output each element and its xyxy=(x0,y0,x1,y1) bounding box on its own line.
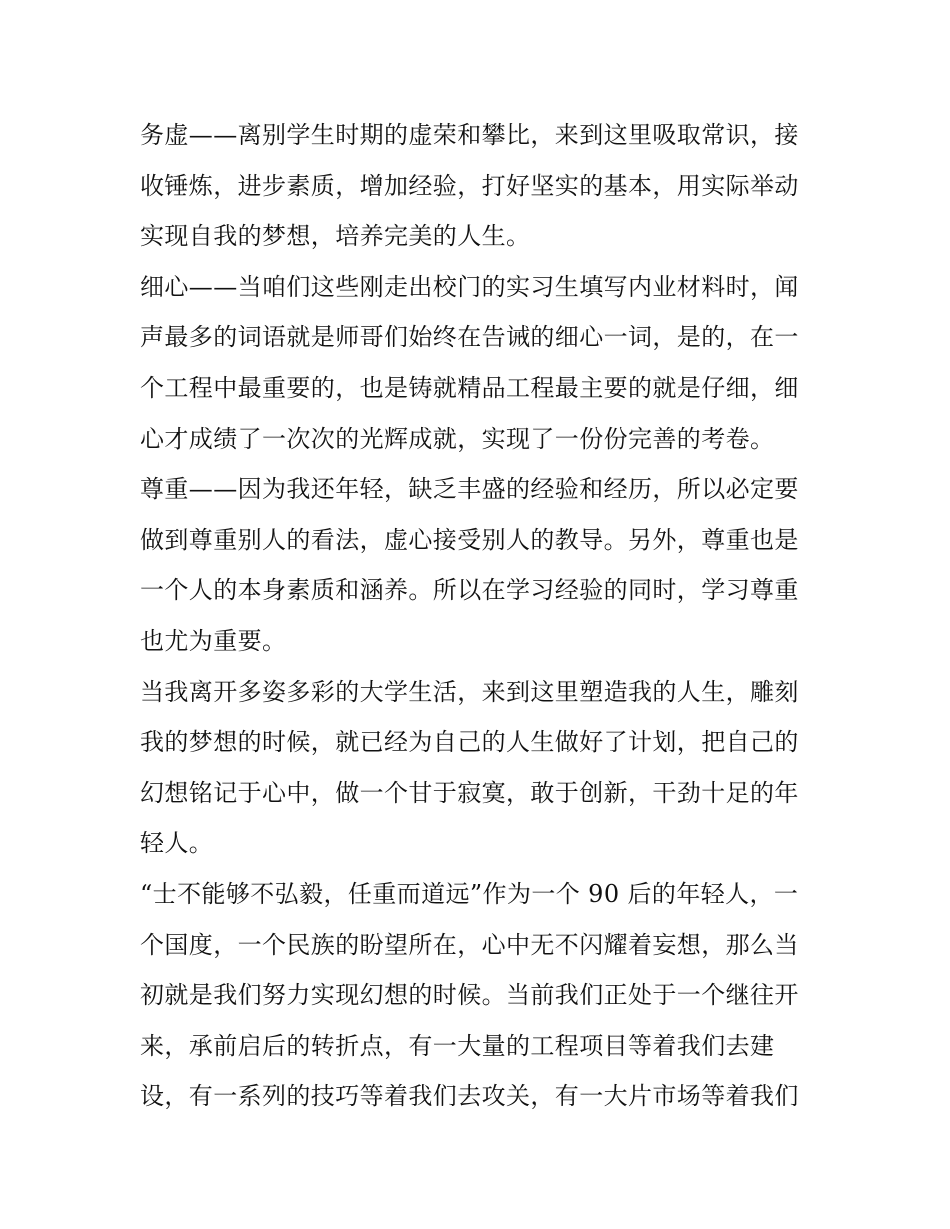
text-line: 声最多的词语就是师哥们始终在告诫的细心一词，是的，在一 xyxy=(140,323,799,352)
text-line: “士不能够不弘毅，任重而道远”作为一个 90 后的年轻人，一 xyxy=(140,879,799,908)
text-line: 个工程中最重要的，也是铸就精品工程最主要的就是仔细，细 xyxy=(140,373,799,402)
text-line: 来，承前启后的转折点，有一大量的工程项目等着我们去建 xyxy=(140,1031,775,1060)
text-line: 也尤为重要。 xyxy=(140,626,287,655)
text-line: 心才成绩了一次次的光辉成就，实现了一份份完善的考卷。 xyxy=(140,424,775,453)
text-line: 轻人。 xyxy=(140,829,214,858)
text-line: 幻想铭记于心中，做一个甘于寂寞，敢于创新，干劲十足的年 xyxy=(140,778,799,807)
text-line: 细心——当咱们这些刚走出校门的实习生填写内业材料时，闻 xyxy=(140,272,799,301)
text-line: 一个人的本身素质和涵养。所以在学习经验的同时，学习尊重 xyxy=(140,576,799,605)
text-line: 尊重——因为我还年轻，缺乏丰盛的经验和经历，所以必定要 xyxy=(140,475,799,504)
body-text xyxy=(140,110,812,1122)
text-line: 实现自我的梦想，培养完美的人生。 xyxy=(140,222,531,251)
text-line: 务虚——离别学生时期的虚荣和攀比，来到这里吸取常识，接 xyxy=(140,121,799,149)
text-line: 个国度，一个民族的盼望所在，心中无不闪耀着妄想，那么当 xyxy=(140,930,799,959)
text-line: 初就是我们努力实现幻想的时候。当前我们正处于一个继往开 xyxy=(140,981,799,1010)
text-line: 当我离开多姿多彩的大学生活，来到这里塑造我的人生，雕刻 xyxy=(140,677,799,706)
text-line: 做到尊重别人的看法，虚心接受别人的教导。另外，尊重也是 xyxy=(140,525,799,554)
text-line: 收锤炼，进步素质，增加经验，打好坚实的基本，用实际举动 xyxy=(140,171,799,200)
text-line: 我的梦想的时候，就已经为自己的人生做好了计划，把自己的 xyxy=(140,728,799,757)
text-line: 设，有一系列的技巧等着我们去攻关，有一大片市场等着我们 xyxy=(140,1082,799,1111)
